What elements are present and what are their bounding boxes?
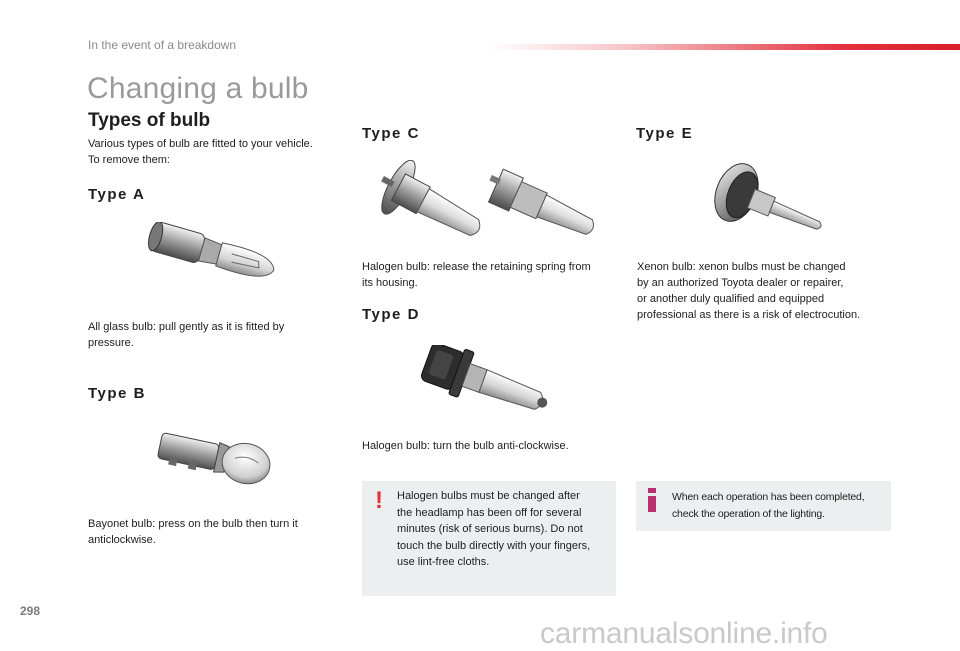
type-e-description-line: Xenon bulb: xenon bulbs must be changed	[637, 261, 846, 273]
type-b-description-line: Bayonet bulb: press on the bulb then turn it	[88, 518, 298, 530]
info-text	[672, 489, 888, 522]
type-c-heading: Type C	[362, 125, 420, 142]
type-e-description-line: professional as there is a risk of electrocution.	[637, 309, 861, 321]
type-c-description-line: its housing.	[362, 277, 418, 289]
type-b-bulb-illustration	[150, 425, 275, 495]
type-c-bulb-illustration	[372, 160, 612, 250]
type-d-bulb-illustration	[418, 345, 563, 425]
type-b-heading: Type B	[88, 385, 146, 402]
type-d-heading: Type D	[362, 306, 420, 323]
warning-icon: !	[375, 487, 383, 514]
type-a-description-line: All glass bulb: pull gently as it is fitted by	[88, 321, 285, 333]
type-e-description-line: by an authorized Toyota dealer or repairer,	[637, 277, 844, 289]
warning-text-line: use lint-free cloths.	[397, 556, 490, 568]
warning-text-line: touch the bulb directly with your fingers,	[397, 539, 591, 552]
type-b-description	[88, 516, 338, 548]
intro-text-line: Various types of bulb are fitted to your vehicle.	[88, 138, 313, 150]
type-e-heading: Type E	[636, 125, 694, 142]
type-e-bulb-illustration	[705, 160, 835, 240]
type-d-description: Halogen bulb: turn the bulb anti-clockwise.	[362, 440, 569, 452]
type-e-description	[637, 259, 897, 323]
type-b-description-line: anticlockwise.	[88, 534, 156, 546]
info-text-line: check the operation of the lighting.	[672, 507, 825, 520]
type-a-description-line: pressure.	[88, 337, 134, 349]
type-a-heading: Type A	[88, 186, 146, 203]
header-accent-bar	[488, 44, 960, 50]
warning-text-line: the headlamp has been off for several	[397, 506, 582, 519]
warning-text	[397, 488, 611, 571]
watermark: carmanualsonline.info	[540, 617, 828, 650]
page-number: 298	[20, 604, 41, 618]
warning-text-line: Halogen bulbs must be changed after	[397, 490, 580, 502]
info-text-line: When each operation has been completed,	[672, 491, 865, 503]
warning-text-line: minutes (risk of serious burns). Do not	[397, 523, 583, 535]
intro-text	[88, 136, 348, 168]
types-of-bulb-heading: Types of bulb	[88, 110, 211, 131]
info-icon	[645, 488, 659, 512]
type-a-description	[88, 319, 338, 351]
type-c-description-line: Halogen bulb: release the retaining spring from	[362, 261, 591, 273]
type-e-description-line: or another duly qualified and equipped	[637, 293, 825, 305]
type-c-description	[362, 259, 622, 291]
section-label: In the event of a breakdown	[88, 38, 237, 52]
type-a-bulb-illustration	[140, 222, 285, 292]
page-title: Changing a bulb	[87, 72, 309, 105]
intro-text-line: To remove them:	[88, 154, 170, 166]
